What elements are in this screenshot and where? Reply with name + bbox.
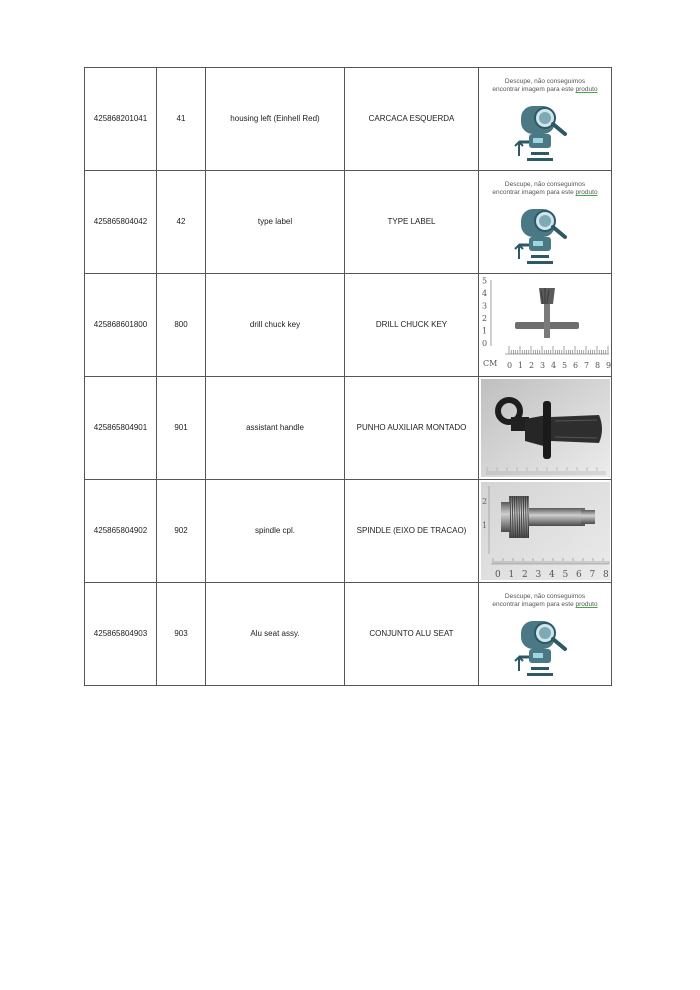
ruler-tick-label: 3 xyxy=(535,570,541,580)
position-number: 800 xyxy=(157,274,206,377)
ruler-tick-label: 7 xyxy=(589,570,595,580)
ruler-tick-label: 0 xyxy=(494,570,501,580)
chuck-key-image xyxy=(481,276,610,374)
position-number: 42 xyxy=(157,171,206,274)
no-image-placeholder xyxy=(481,70,610,168)
ruler-tick-label: 3 xyxy=(539,361,545,370)
part-image-cell xyxy=(479,68,612,171)
ruler-tick-label: 8 xyxy=(602,570,609,580)
part-number: 425868601800 xyxy=(85,274,157,377)
no-image-placeholder xyxy=(481,173,610,271)
part-image-cell xyxy=(479,171,612,274)
ruler-tick-label: 2 xyxy=(481,314,487,323)
placeholder-line1: Descupe, não conseguimos xyxy=(504,593,586,600)
robot-icon xyxy=(513,203,579,269)
table-row xyxy=(85,171,612,274)
description-english: housing left (Einhell Red) xyxy=(206,68,345,171)
ruler-tick-label: 1 xyxy=(481,521,487,530)
ruler-tick-label: 2 xyxy=(481,497,487,506)
part-number: 425865804903 xyxy=(85,583,157,686)
description-english: spindle cpl. xyxy=(206,480,345,583)
ruler-tick-label: 1 xyxy=(517,361,523,370)
ruler-tick-label: 1 xyxy=(481,326,487,336)
description-portuguese: CONJUNTO ALU SEAT xyxy=(345,583,479,686)
ruler-tick-label: 2 xyxy=(528,361,534,370)
ruler-tick-label: 5 xyxy=(562,570,568,580)
handle-photo xyxy=(481,379,610,477)
table-row xyxy=(85,377,612,480)
description-english: drill chuck key xyxy=(206,274,345,377)
placeholder-line1: Descupe, não conseguimos xyxy=(504,181,586,188)
table-row xyxy=(85,274,612,377)
part-number: 425865804901 xyxy=(85,377,157,480)
ruler-tick-label: 4 xyxy=(550,361,556,370)
part-image-cell xyxy=(479,377,612,480)
description-portuguese: CARCACA ESQUERDA xyxy=(345,68,479,171)
assistant-handle-image xyxy=(481,379,610,477)
position-number: 902 xyxy=(157,480,206,583)
placeholder-line2: encontrar imagem para este xyxy=(492,189,576,197)
placeholder-line2: encontrar imagem para este xyxy=(492,601,576,609)
spindle-photo xyxy=(481,482,610,580)
ruler-tick-label: 6 xyxy=(572,361,578,370)
ruler-tick-label: 1 xyxy=(508,570,514,580)
description-portuguese: SPINDLE (EIXO DE TRACAO) xyxy=(345,480,479,583)
ruler-tick-label: 5 xyxy=(561,361,567,370)
no-image-placeholder xyxy=(481,585,610,683)
ruler-tick-label: 9 xyxy=(605,361,611,370)
position-number: 903 xyxy=(157,583,206,686)
part-image-cell xyxy=(479,583,612,686)
position-number: 41 xyxy=(157,68,206,171)
description-english: type label xyxy=(206,171,345,274)
robot-icon xyxy=(513,100,579,166)
part-image-cell xyxy=(479,480,612,583)
description-portuguese: TYPE LABEL xyxy=(345,171,479,274)
ruler-tick-label: 3 xyxy=(481,301,487,311)
part-image-cell xyxy=(479,274,612,377)
ruler-unit: CM xyxy=(482,359,497,368)
ruler-tick-label: 7 xyxy=(583,361,589,370)
table-row xyxy=(85,68,612,171)
ruler-tick-label: 8 xyxy=(594,361,600,370)
table-row xyxy=(85,583,612,686)
part-number: 425868201041 xyxy=(85,68,157,171)
parts-table xyxy=(84,67,612,686)
spindle-image xyxy=(481,482,610,580)
ruler-tick-label: 4 xyxy=(548,570,555,580)
placeholder-link-word: produto xyxy=(575,601,598,609)
description-english: assistant handle xyxy=(206,377,345,480)
ruler-tick-label: 0 xyxy=(481,339,487,348)
placeholder-line2: encontrar imagem para este xyxy=(492,86,576,94)
ruler-tick-label: 4 xyxy=(481,289,487,298)
ruler-tick-label: 0 xyxy=(506,361,512,370)
placeholder-link-word: produto xyxy=(575,86,598,94)
placeholder-line1: Descupe, não conseguimos xyxy=(504,78,586,85)
ruler-tick-label: 5 xyxy=(481,276,487,286)
description-portuguese: DRILL CHUCK KEY xyxy=(345,274,479,377)
ruler-tick-label: 2 xyxy=(521,570,528,580)
chuck-key-photo xyxy=(481,276,610,374)
table-row xyxy=(85,480,612,583)
part-number: 425865804902 xyxy=(85,480,157,583)
description-english: Alu seat assy. xyxy=(206,583,345,686)
description-portuguese: PUNHO AUXILIAR MONTADO xyxy=(345,377,479,480)
ruler-tick-label: 6 xyxy=(575,570,582,580)
position-number: 901 xyxy=(157,377,206,480)
robot-icon xyxy=(513,615,579,681)
part-number: 425865804042 xyxy=(85,171,157,274)
placeholder-link-word: produto xyxy=(575,189,598,197)
